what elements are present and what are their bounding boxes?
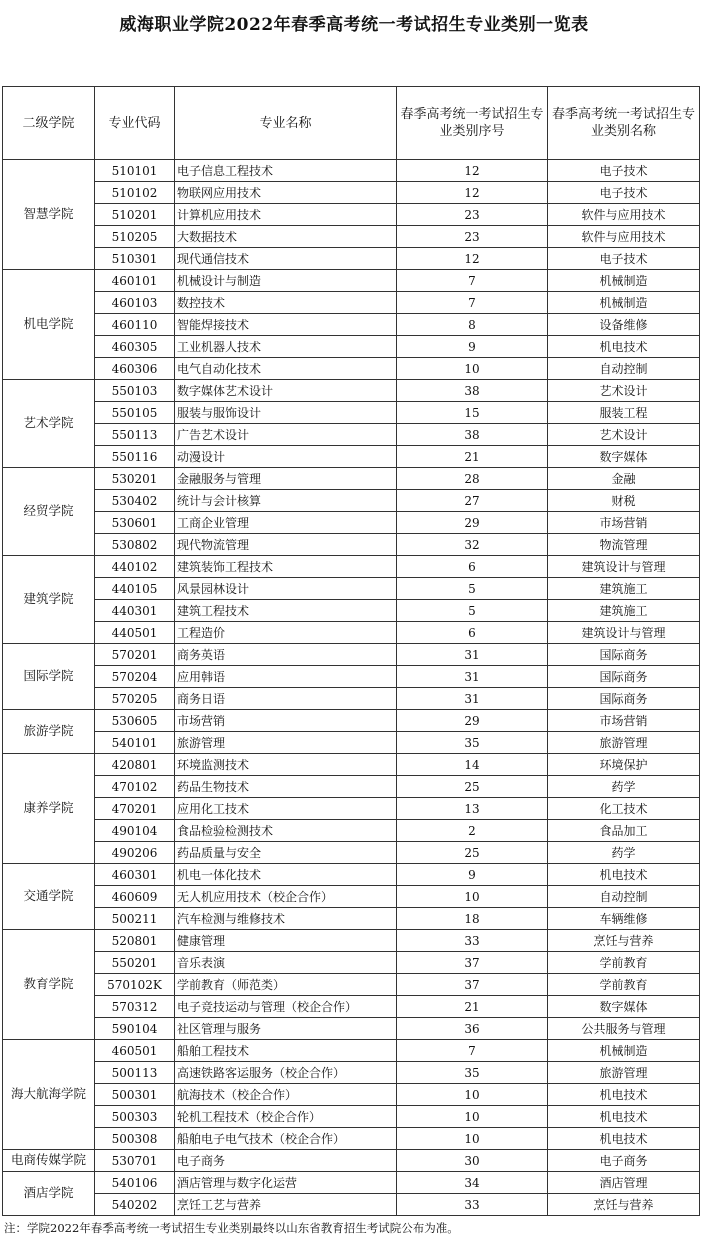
major-code-cell: 540101: [95, 732, 175, 754]
major-code-cell: 470201: [95, 798, 175, 820]
major-code-cell: 500301: [95, 1084, 175, 1106]
table-row: [3, 820, 700, 842]
major-name-cell: 学前教育（师范类）: [175, 974, 397, 996]
table-row: [3, 556, 700, 578]
category-number-cell: 10: [397, 1106, 548, 1128]
major-code-cell: 440105: [95, 578, 175, 600]
major-code-cell: 490206: [95, 842, 175, 864]
college-cell: 智慧学院: [3, 160, 95, 270]
table-row: [3, 798, 700, 820]
major-name-cell: 动漫设计: [175, 446, 397, 468]
category-number-cell: 31: [397, 666, 548, 688]
major-code-cell: 460609: [95, 886, 175, 908]
college-cell: 康养学院: [3, 754, 95, 864]
major-code-cell: 530802: [95, 534, 175, 556]
table-row: [3, 864, 700, 886]
table-row: [3, 314, 700, 336]
category-number-cell: 5: [397, 600, 548, 622]
major-name-cell: 烹饪工艺与营养: [175, 1194, 397, 1216]
table-row: [3, 248, 700, 270]
category-name-cell: 电子技术: [548, 182, 700, 204]
category-name-cell: 国际商务: [548, 666, 700, 688]
category-name-cell: 艺术设计: [548, 424, 700, 446]
major-code-cell: 570312: [95, 996, 175, 1018]
table-row: [3, 578, 700, 600]
category-name-cell: 药学: [548, 842, 700, 864]
major-name-cell: 电子商务: [175, 1150, 397, 1172]
table-row: [3, 424, 700, 446]
category-name-cell: 烹饪与营养: [548, 1194, 700, 1216]
category-name-cell: 电子技术: [548, 248, 700, 270]
major-code-cell: 530201: [95, 468, 175, 490]
category-name-cell: 烹饪与营养: [548, 930, 700, 952]
major-code-cell: 510301: [95, 248, 175, 270]
category-number-cell: 34: [397, 1172, 548, 1194]
category-name-cell: 学前教育: [548, 952, 700, 974]
category-number-cell: 6: [397, 556, 548, 578]
major-code-cell: 530402: [95, 490, 175, 512]
college-cell: 旅游学院: [3, 710, 95, 754]
major-code-cell: 510205: [95, 226, 175, 248]
category-number-cell: 21: [397, 446, 548, 468]
table-row: [3, 996, 700, 1018]
category-name-cell: 建筑施工: [548, 600, 700, 622]
category-number-cell: 9: [397, 336, 548, 358]
majors-table: [2, 86, 700, 1216]
major-name-cell: 酒店管理与数字化运营: [175, 1172, 397, 1194]
category-name-cell: 药学: [548, 776, 700, 798]
major-name-cell: 电子信息工程技术: [175, 160, 397, 182]
category-number-cell: 37: [397, 974, 548, 996]
major-name-cell: 智能焊接技术: [175, 314, 397, 336]
major-name-cell: 机械设计与制造: [175, 270, 397, 292]
major-code-cell: 440301: [95, 600, 175, 622]
category-number-cell: 36: [397, 1018, 548, 1040]
table-header-row: [3, 87, 700, 160]
category-name-cell: 自动控制: [548, 886, 700, 908]
major-name-cell: 社区管理与服务: [175, 1018, 397, 1040]
college-cell: 建筑学院: [3, 556, 95, 644]
category-name-cell: 设备维修: [548, 314, 700, 336]
category-number-cell: 31: [397, 688, 548, 710]
table-row: [3, 1194, 700, 1216]
college-cell: 教育学院: [3, 930, 95, 1040]
category-number-cell: 35: [397, 732, 548, 754]
category-number-cell: 35: [397, 1062, 548, 1084]
table-row: [3, 226, 700, 248]
major-code-cell: 530605: [95, 710, 175, 732]
category-name-cell: 化工技术: [548, 798, 700, 820]
category-name-cell: 公共服务与管理: [548, 1018, 700, 1040]
category-number-cell: 32: [397, 534, 548, 556]
major-code-cell: 460305: [95, 336, 175, 358]
category-number-cell: 10: [397, 1084, 548, 1106]
header-category-number: 春季高考统一考试招生专业类别序号: [397, 87, 548, 160]
major-name-cell: 统计与会计核算: [175, 490, 397, 512]
table-body: [3, 160, 700, 1216]
category-name-cell: 机电技术: [548, 864, 700, 886]
major-name-cell: 工程造价: [175, 622, 397, 644]
category-number-cell: 25: [397, 842, 548, 864]
category-name-cell: 旅游管理: [548, 1062, 700, 1084]
major-code-cell: 530601: [95, 512, 175, 534]
major-name-cell: 电子竞技运动与管理（校企合作）: [175, 996, 397, 1018]
category-number-cell: 14: [397, 754, 548, 776]
major-name-cell: 药品质量与安全: [175, 842, 397, 864]
header-major: 专业名称: [175, 87, 397, 160]
major-code-cell: 570201: [95, 644, 175, 666]
category-name-cell: 机电技术: [548, 1106, 700, 1128]
category-name-cell: 机电技术: [548, 336, 700, 358]
major-name-cell: 应用化工技术: [175, 798, 397, 820]
major-code-cell: 460101: [95, 270, 175, 292]
table-row: [3, 1084, 700, 1106]
major-code-cell: 550201: [95, 952, 175, 974]
table-row: [3, 534, 700, 556]
major-code-cell: 460306: [95, 358, 175, 380]
table-row: [3, 710, 700, 732]
college-cell: 海大航海学院: [3, 1040, 95, 1150]
major-code-cell: 540106: [95, 1172, 175, 1194]
college-cell: 艺术学院: [3, 380, 95, 468]
major-code-cell: 460110: [95, 314, 175, 336]
table-row: [3, 182, 700, 204]
category-number-cell: 10: [397, 358, 548, 380]
table-row: [3, 754, 700, 776]
category-name-cell: 机械制造: [548, 270, 700, 292]
major-name-cell: 数字媒体艺术设计: [175, 380, 397, 402]
major-name-cell: 商务日语: [175, 688, 397, 710]
college-cell: 机电学院: [3, 270, 95, 380]
category-name-cell: 金融: [548, 468, 700, 490]
major-code-cell: 440102: [95, 556, 175, 578]
major-code-cell: 460501: [95, 1040, 175, 1062]
category-name-cell: 食品加工: [548, 820, 700, 842]
major-name-cell: 轮机工程技术（校企合作）: [175, 1106, 397, 1128]
category-number-cell: 33: [397, 1194, 548, 1216]
category-name-cell: 机械制造: [548, 1040, 700, 1062]
table-row: [3, 600, 700, 622]
major-code-cell: 510102: [95, 182, 175, 204]
category-name-cell: 财税: [548, 490, 700, 512]
major-code-cell: 570204: [95, 666, 175, 688]
major-code-cell: 490104: [95, 820, 175, 842]
major-code-cell: 420801: [95, 754, 175, 776]
table-row: [3, 358, 700, 380]
table-row: [3, 402, 700, 424]
table-row: [3, 468, 700, 490]
major-name-cell: 数控技术: [175, 292, 397, 314]
category-name-cell: 机电技术: [548, 1128, 700, 1150]
category-number-cell: 30: [397, 1150, 548, 1172]
category-name-cell: 自动控制: [548, 358, 700, 380]
category-number-cell: 21: [397, 996, 548, 1018]
category-name-cell: 车辆维修: [548, 908, 700, 930]
table-row: [3, 204, 700, 226]
category-number-cell: 13: [397, 798, 548, 820]
major-code-cell: 520801: [95, 930, 175, 952]
major-name-cell: 大数据技术: [175, 226, 397, 248]
major-code-cell: 460103: [95, 292, 175, 314]
major-code-cell: 550103: [95, 380, 175, 402]
major-code-cell: 570205: [95, 688, 175, 710]
table-row: [3, 1150, 700, 1172]
category-name-cell: 市场营销: [548, 512, 700, 534]
category-name-cell: 物流管理: [548, 534, 700, 556]
category-number-cell: 37: [397, 952, 548, 974]
category-number-cell: 6: [397, 622, 548, 644]
table-row: [3, 644, 700, 666]
major-code-cell: 540202: [95, 1194, 175, 1216]
table-row: [3, 1172, 700, 1194]
major-name-cell: 船舶工程技术: [175, 1040, 397, 1062]
category-number-cell: 9: [397, 864, 548, 886]
category-name-cell: 市场营销: [548, 710, 700, 732]
category-name-cell: 建筑施工: [548, 578, 700, 600]
major-name-cell: 旅游管理: [175, 732, 397, 754]
category-number-cell: 10: [397, 1128, 548, 1150]
table-row: [3, 512, 700, 534]
page-title: 威海职业学院2022年春季高考统一考试招生专业类别一览表: [119, 15, 589, 35]
major-code-cell: 570102K: [95, 974, 175, 996]
major-name-cell: 无人机应用技术（校企合作）: [175, 886, 397, 908]
category-number-cell: 2: [397, 820, 548, 842]
major-name-cell: 计算机应用技术: [175, 204, 397, 226]
major-name-cell: 健康管理: [175, 930, 397, 952]
major-name-cell: 食品检验检测技术: [175, 820, 397, 842]
major-name-cell: 广告艺术设计: [175, 424, 397, 446]
table-row: [3, 666, 700, 688]
table-row: [3, 952, 700, 974]
major-name-cell: 金融服务与管理: [175, 468, 397, 490]
table-row: [3, 842, 700, 864]
major-name-cell: 现代通信技术: [175, 248, 397, 270]
table-row: [3, 1040, 700, 1062]
major-name-cell: 环境监测技术: [175, 754, 397, 776]
major-name-cell: 建筑工程技术: [175, 600, 397, 622]
category-number-cell: 7: [397, 292, 548, 314]
table-row: [3, 776, 700, 798]
major-code-cell: 590104: [95, 1018, 175, 1040]
college-cell: 经贸学院: [3, 468, 95, 556]
category-number-cell: 29: [397, 710, 548, 732]
category-number-cell: 23: [397, 204, 548, 226]
major-name-cell: 高速铁路客运服务（校企合作）: [175, 1062, 397, 1084]
category-number-cell: 38: [397, 424, 548, 446]
major-code-cell: 470102: [95, 776, 175, 798]
major-name-cell: 药品生物技术: [175, 776, 397, 798]
college-cell: 酒店学院: [3, 1172, 95, 1216]
major-code-cell: 530701: [95, 1150, 175, 1172]
category-name-cell: 机电技术: [548, 1084, 700, 1106]
major-code-cell: 510201: [95, 204, 175, 226]
category-number-cell: 7: [397, 270, 548, 292]
major-name-cell: 航海技术（校企合作）: [175, 1084, 397, 1106]
college-cell: 国际学院: [3, 644, 95, 710]
major-name-cell: 应用韩语: [175, 666, 397, 688]
major-name-cell: 工业机器人技术: [175, 336, 397, 358]
major-code-cell: 440501: [95, 622, 175, 644]
category-number-cell: 7: [397, 1040, 548, 1062]
category-name-cell: 软件与应用技术: [548, 226, 700, 248]
major-code-cell: 550116: [95, 446, 175, 468]
category-number-cell: 12: [397, 160, 548, 182]
table-row: [3, 1128, 700, 1150]
major-name-cell: 工商企业管理: [175, 512, 397, 534]
category-name-cell: 国际商务: [548, 644, 700, 666]
table-row: [3, 490, 700, 512]
table-row: [3, 1018, 700, 1040]
category-number-cell: 23: [397, 226, 548, 248]
header-college: 二级学院: [3, 87, 95, 160]
footnote: 注：学院2022年春季高考统一考试招生专业类别最终以山东省教育招生考试院公布为准。: [4, 1221, 459, 1235]
major-name-cell: 船舶电子电气技术（校企合作）: [175, 1128, 397, 1150]
category-name-cell: 环境保护: [548, 754, 700, 776]
table-row: [3, 974, 700, 996]
major-name-cell: 市场营销: [175, 710, 397, 732]
category-number-cell: 15: [397, 402, 548, 424]
category-number-cell: 29: [397, 512, 548, 534]
category-name-cell: 电子技术: [548, 160, 700, 182]
major-name-cell: 建筑装饰工程技术: [175, 556, 397, 578]
table-row: [3, 886, 700, 908]
category-number-cell: 33: [397, 930, 548, 952]
major-code-cell: 550113: [95, 424, 175, 446]
category-number-cell: 12: [397, 248, 548, 270]
table-row: [3, 732, 700, 754]
category-name-cell: 旅游管理: [548, 732, 700, 754]
table-row: [3, 908, 700, 930]
major-name-cell: 电气自动化技术: [175, 358, 397, 380]
major-name-cell: 物联网应用技术: [175, 182, 397, 204]
table-row: [3, 336, 700, 358]
table-row: [3, 688, 700, 710]
table-row: [3, 1106, 700, 1128]
major-code-cell: 500113: [95, 1062, 175, 1084]
table-row: [3, 292, 700, 314]
major-code-cell: 500303: [95, 1106, 175, 1128]
category-name-cell: 数字媒体: [548, 996, 700, 1018]
major-name-cell: 机电一体化技术: [175, 864, 397, 886]
major-name-cell: 服装与服饰设计: [175, 402, 397, 424]
major-name-cell: 音乐表演: [175, 952, 397, 974]
major-name-cell: 商务英语: [175, 644, 397, 666]
category-number-cell: 27: [397, 490, 548, 512]
category-number-cell: 18: [397, 908, 548, 930]
category-name-cell: 建筑设计与管理: [548, 622, 700, 644]
category-name-cell: 服装工程: [548, 402, 700, 424]
major-code-cell: 510101: [95, 160, 175, 182]
category-number-cell: 8: [397, 314, 548, 336]
category-name-cell: 酒店管理: [548, 1172, 700, 1194]
category-name-cell: 电子商务: [548, 1150, 700, 1172]
table-row: [3, 160, 700, 182]
category-number-cell: 10: [397, 886, 548, 908]
category-name-cell: 机械制造: [548, 292, 700, 314]
category-number-cell: 12: [397, 182, 548, 204]
table-row: [3, 930, 700, 952]
major-code-cell: 550105: [95, 402, 175, 424]
college-cell: 交通学院: [3, 864, 95, 930]
major-code-cell: 460301: [95, 864, 175, 886]
category-number-cell: 38: [397, 380, 548, 402]
college-cell: 电商传媒学院: [3, 1150, 95, 1172]
category-number-cell: 28: [397, 468, 548, 490]
category-name-cell: 艺术设计: [548, 380, 700, 402]
category-number-cell: 25: [397, 776, 548, 798]
major-name-cell: 汽车检测与维修技术: [175, 908, 397, 930]
category-number-cell: 31: [397, 644, 548, 666]
table-row: [3, 446, 700, 468]
table-row: [3, 270, 700, 292]
major-code-cell: 500211: [95, 908, 175, 930]
major-code-cell: 500308: [95, 1128, 175, 1150]
table-row: [3, 380, 700, 402]
category-name-cell: 数字媒体: [548, 446, 700, 468]
category-number-cell: 5: [397, 578, 548, 600]
header-code: 专业代码: [95, 87, 175, 160]
major-name-cell: 风景园林设计: [175, 578, 397, 600]
table-row: [3, 622, 700, 644]
table-row: [3, 1062, 700, 1084]
header-category-name: 春季高考统一考试招生专业类别名称: [548, 87, 700, 160]
major-name-cell: 现代物流管理: [175, 534, 397, 556]
category-name-cell: 学前教育: [548, 974, 700, 996]
category-name-cell: 建筑设计与管理: [548, 556, 700, 578]
category-name-cell: 软件与应用技术: [548, 204, 700, 226]
category-name-cell: 国际商务: [548, 688, 700, 710]
